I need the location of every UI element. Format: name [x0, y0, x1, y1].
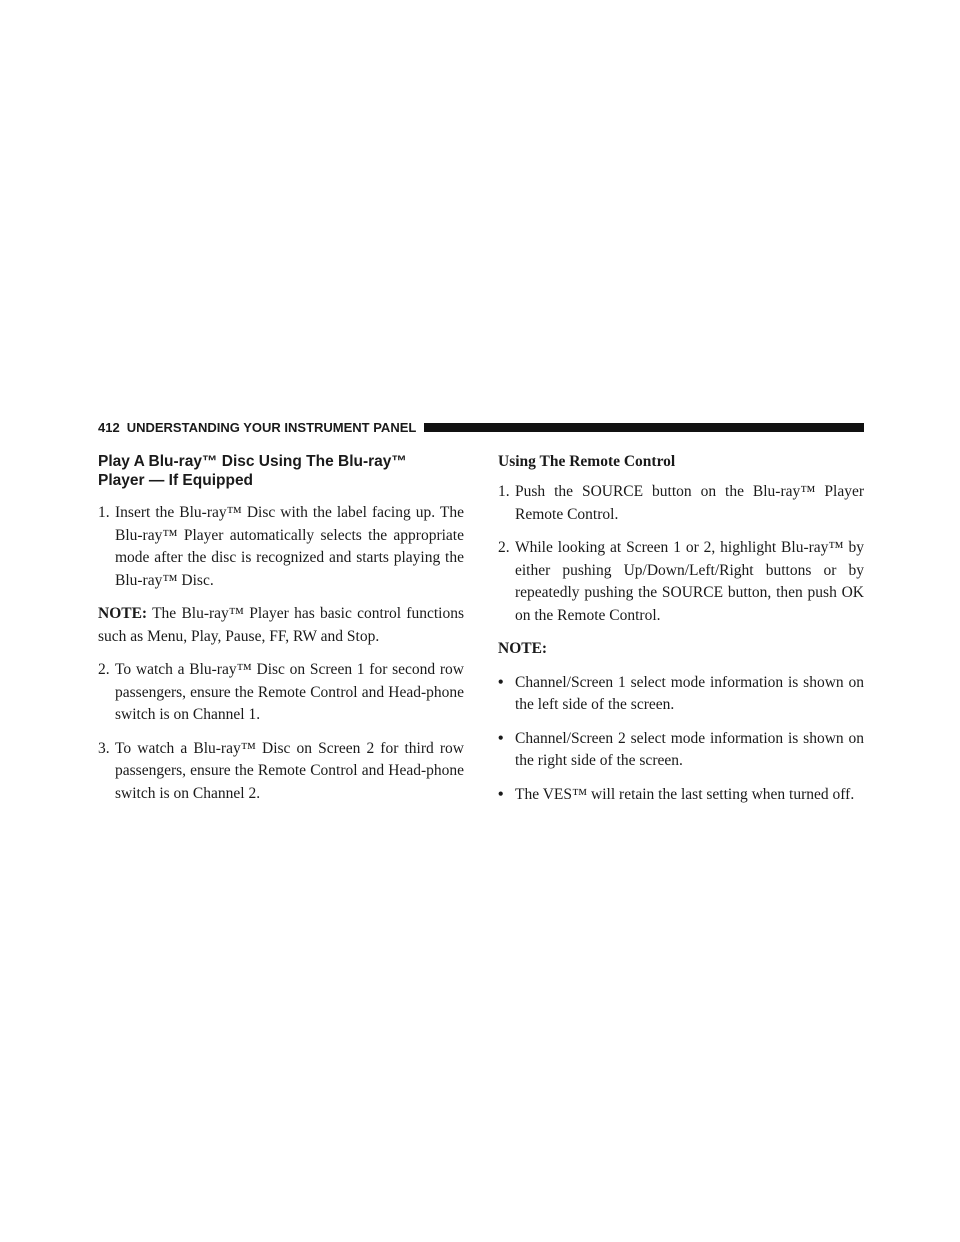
step-number: 2. [498, 539, 510, 556]
right-step-1 [498, 481, 864, 526]
step-text: To watch a Blu-ray™ Disc on Screen 1 for second row passengers, ensure the Remote Control and Head-phone switch is on Channel 1. [115, 661, 464, 723]
step-text: Push the SOURCE button on the Blu-ray™ Player Remote Control. [515, 483, 864, 523]
bullet-text: Channel/Screen 2 select mode information is shown on the right side of the screen. [515, 729, 864, 769]
right-column [498, 452, 864, 817]
step-number: 2. [98, 661, 110, 678]
note-label: NOTE: [98, 605, 148, 622]
step-number: 1. [498, 483, 510, 500]
right-step-2 [498, 537, 864, 627]
page-header [98, 417, 864, 437]
note-label: NOTE: [498, 640, 548, 657]
left-step-3 [98, 738, 464, 806]
section-heading [98, 452, 464, 490]
left-step-2 [98, 659, 464, 727]
bullet-icon: • [498, 673, 504, 691]
left-step-1 [98, 502, 464, 592]
step-text: Insert the Blu-ray™ Disc with the label facing up. The Blu-ray™ Player automatically selects the appropriate mode after the disc is recognized and starts playing the Blu-ray™ Disc. [115, 504, 464, 589]
left-column [98, 452, 464, 816]
note-bullet-2 [498, 728, 864, 773]
page-number: 412 [98, 419, 120, 435]
subsection-heading: Using The Remote Control [498, 453, 676, 470]
heading-line-1: Play A Blu-ray™ Disc Using The Blu-ray™ [98, 453, 407, 470]
step-number: 1. [98, 504, 110, 521]
step-text: To watch a Blu-ray™ Disc on Screen 2 for third row passengers, ensure the Remote Control and Head-phone switch is on Channel 2. [115, 739, 464, 802]
note-bullet-3 [498, 784, 864, 807]
bullet-icon: • [498, 729, 504, 747]
bullet-icon: • [498, 785, 504, 803]
bullet-text: Channel/Screen 1 select mode information is shown on the left side of the screen. [515, 673, 864, 713]
bullet-text: The VES™ will retain the last setting when turned off. [515, 785, 855, 803]
header-rule [424, 423, 864, 432]
step-text: While looking at Screen 1 or 2, highlight Blu-ray™ by either pushing Up/Down/Left/Right buttons or by repeatedly pushing the SOURCE button, then push OK on the Remote Control. [515, 539, 864, 624]
left-note [98, 603, 464, 648]
step-number: 3. [98, 739, 110, 757]
note-text: The Blu-ray™ Player has basic control functions such as Menu, Play, Pause, FF, RW and Stop. [98, 605, 464, 645]
section-title: UNDERSTANDING YOUR INSTRUMENT PANEL [126, 419, 417, 435]
note-bullet-1 [498, 672, 864, 717]
heading-line-2: Player — If Equipped [98, 472, 254, 489]
